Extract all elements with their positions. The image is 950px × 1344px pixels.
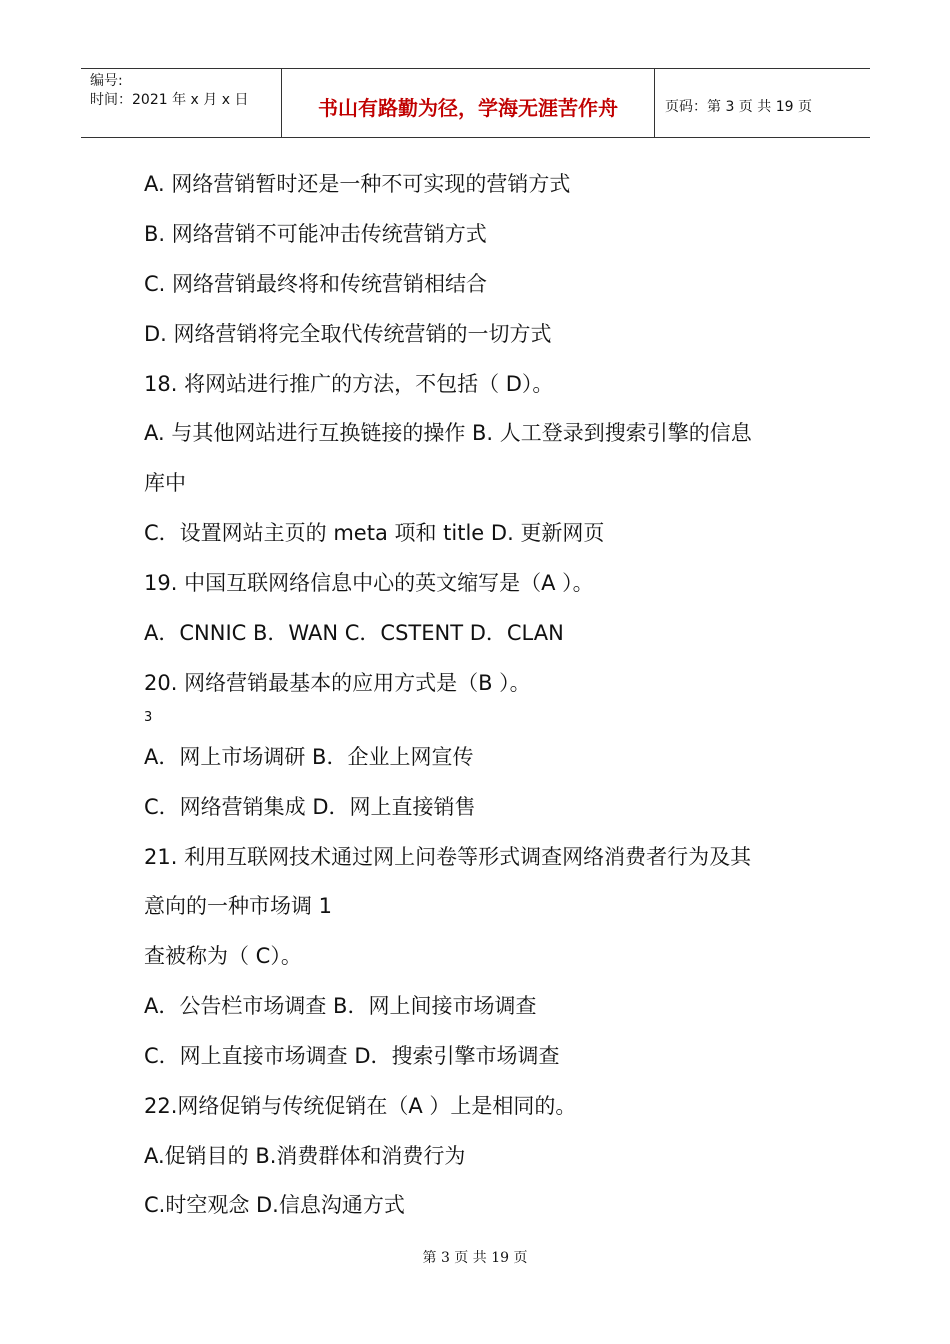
option-line: C．网络营销集成 D．网上直接销售 (144, 795, 476, 819)
option-line: A.促销目的 B.消费群体和消费行为 (144, 1144, 466, 1168)
question-line: 20. 网络营销最基本的应用方式是（B ）。 (144, 671, 531, 695)
option-line: D. 网络营销将完全取代传统营销的一切方式 (144, 322, 552, 346)
page-header (81, 68, 870, 138)
option-line: 库中 (144, 471, 186, 495)
header-motto-cell (282, 69, 655, 137)
option-line: A．CNNIC B．WAN C．CSTENT D．CLAN (144, 621, 564, 645)
question-line: 18. 将网站进行推广的方法，不包括（ D）。 (144, 372, 554, 396)
page-info: 页码：第 3 页 共 19 页 (665, 99, 812, 115)
number-label: 编号: (90, 73, 123, 89)
option-line: B. 网络营销不可能冲击传统营销方式 (144, 222, 487, 246)
question-line: 19. 中国互联网络信息中心的英文缩写是（A ）。 (144, 571, 594, 595)
page-marker: 3 (144, 710, 153, 725)
motto-text: 书山有路勤为径，学海无涯苦作舟 (318, 96, 618, 120)
option-line: C.时空观念 D.信息沟通方式 (144, 1193, 405, 1217)
option-line: C. 网络营销最终将和传统营销相结合 (144, 272, 488, 296)
option-line: C．网上直接市场调查 D．搜索引擎市场调查 (144, 1044, 560, 1068)
option-line: A．公告栏市场调查 B．网上间接市场调查 (144, 994, 537, 1018)
header-page-cell (655, 69, 870, 137)
question-line: 22.网络促销与传统促销在（A ）上是相同的。 (144, 1094, 577, 1118)
option-line: A. 与其他网站进行互换链接的操作 B. 人工登录到搜索引擎的信息 (144, 421, 752, 445)
question-line: 21. 利用互联网技术通过网上问卷等形式调查网络消费者行为及其 (144, 845, 752, 869)
option-line: A．网上市场调研 B．企业上网宣传 (144, 745, 474, 769)
option-line: C．设置网站主页的 meta 项和 title D. 更新网页 (144, 521, 605, 545)
option-line: A. 网络营销暂时还是一种不可实现的营销方式 (144, 172, 571, 196)
header-meta-cell (81, 69, 282, 137)
question-line: 意向的一种市场调 1 (144, 894, 333, 918)
time-label: 时间：2021 年 x 月 x 日 (90, 92, 249, 108)
page-footer: 第 3 页 共 19 页 (422, 1250, 528, 1266)
question-line: 查被称为（ C）。 (144, 944, 302, 968)
